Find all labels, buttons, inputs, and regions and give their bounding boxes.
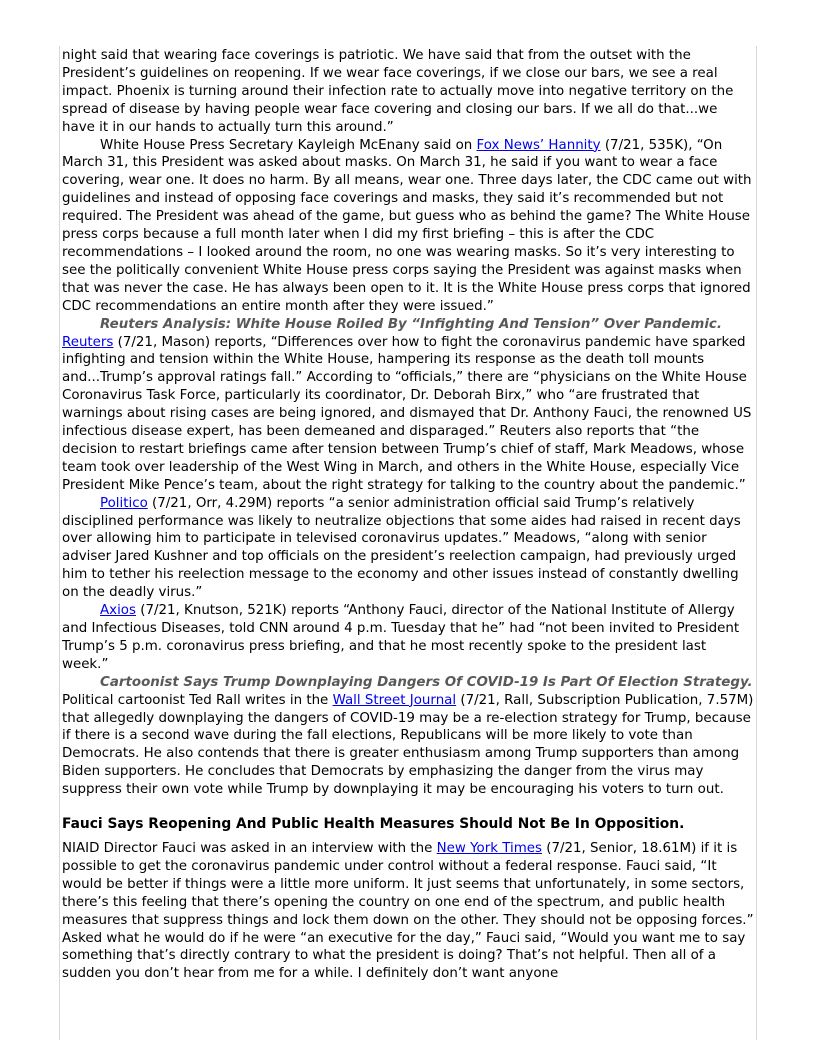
link-axios[interactable]: Axios [100,603,136,619]
paragraph-text: (7/21, Orr, 4.29M) reports “a senior administration official said Trump’s relatively disciplined performance was likely to neutralize objections that some aides had raised in recent days over allowing him to participate in televised coronavirus updates.” Meadows, “along with senior adviser Jared Kushner and top officials on the president’s reelection campaign, had previously urged him to tether his reelection message to the economy and other issues instead of constantly dwelling on the deadly virus.” [62,495,741,601]
paragraph-fauci [62,840,754,983]
paragraph-text: (7/21, 535K), “On March 31, this President was asked about masks. On March 31, he said if you want to wear a face covering, wear one. It does no harm. By all means, wear one. Three days later, the CDC came out with guidelines and instead of opposing face coverings and masks, they said it’s recommended but not required. The President was ahead of the game, but guess who as behind the game? The White House press corps because a full month later when I did my first briefing – this is after the CDC recommendations – I looked around the room, no one was wearing masks. So it’s very interesting to see the politically convenient White House press corps saying the President was against masks when that was never the case. He has always been open to it. It is the White House press corps that ignored CDC recommendations an entire month after they were issued.” [62,137,752,314]
paragraph-continued [62,47,754,137]
link-new-york-times[interactable]: New York Times [436,840,542,856]
story-headline: Cartoonist Says Trump Downplaying Dangers Of COVID-19 Is Part Of Election Strategy. [100,674,753,690]
left-margin-rule [59,46,60,1040]
paragraph-axios [62,602,754,674]
paragraph-text: (7/21, Senior, 18.61M) if it is possible to get the coronavirus pandemic under control without a federal response. Fauci said, “It would be better if things were a little more uniform. It just seems that unfortunately, in some sectors, there’s this feeling that there’s opening the country on one end of the spectrum, and public health measures that suppress things and lock them down on the other. They should not be opposing forces.” Asked what he would do if he were “an executive for the day,” Fauci said, “Would you want me to say something that’s directly contrary to what the president is doing? That’s not helpful. Then all of a sudden you don’t hear from me for a while. I definitely don’t want anyone [62,840,754,982]
link-wall-street-journal[interactable]: Wall Street Journal [332,692,457,708]
paragraph-cartoonist [62,674,766,799]
paragraph-lead: Political cartoonist Ted Rall writes in the [62,674,766,708]
paragraph-text: (7/21, Knutson, 521K) reports “Anthony Fauci, director of the National Institute of Allergy and Infectious Diseases, told CNN around 4 p.m. Tuesday that he” had “not been invited to President Trump’s 5 p.m. coronavirus press briefing, and that he most recently spoke to the president last week.” [62,603,740,672]
paragraph-mcenany [62,137,754,316]
link-reuters[interactable]: Reuters [62,334,114,350]
paragraph-reuters [62,316,754,495]
section-heading: Fauci Says Reopening And Public Health Measures Should Not Be In Opposition. [62,816,685,833]
paragraph-text: night said that wearing face coverings is patriotic. We have said that from the outset with the President’s guidelines on reopening. If we wear face coverings, if we close our bars, we see a real impact. Phoenix is turning around their infection rate to actually move into negative territory on the spread of disease by having people wear face covering and closing our bars. If we all do that...we have it in our hands to actually turn this around.” [62,48,734,135]
link-politico[interactable]: Politico [100,495,148,511]
article-body [62,47,766,983]
paragraph-text: (7/21, Rall, Subscription Publication, 7.57M) that allegedly downplaying the dangers of COVID-19 may be a re-election strategy for Trump, because if there is a second wave during the fall elections, Republicans will be more likely to vote than Democrats. He also contends that there is greater enthusiasm among Trump supporters than among Biden supporters. He concludes that Democrats by emphasizing the danger from the virus may suppress their own vote while Trump by downplaying it may be encouraging his voters to turn out. [62,692,754,798]
story-headline: Reuters Analysis: White House Roiled By “Infighting And Tension” Over Pandemic. [100,316,722,332]
paragraph-text: (7/21, Mason) reports, “Differences over how to fight the coronavirus pandemic have sparked infighting and tension within the White House, hampering its response as the death toll mounts and...Trump’s approval ratings fall.” According to “officials,” there are “physicians on the White House Coronavirus Task Force, particularly its coordinator, Dr. Deborah Birx,” who “are frustrated that warnings about rising cases are being ignored, and dismayed that Dr. Anthony Fauci, the renowned US infectious disease expert, has been demeaned and disparaged.” Reuters also reports that “the decision to restart briefings came after tension between Trump’s chief of staff, Mark Meadows, whose team took over leadership of the West Wing in March, and others in the White House, especially Vice President Mike Pence’s team, about the right strategy for talking to the country about the pandemic.” [62,334,752,493]
paragraph-politico [62,495,754,602]
right-margin-rule [756,46,757,1040]
link-fox-news-hannity[interactable]: Fox News’ Hannity [476,137,601,153]
paragraph-lead: White House Press Secretary Kayleigh McEnany said on [100,137,477,153]
paragraph-lead: NIAID Director Fauci was asked in an interview with the [62,840,437,856]
